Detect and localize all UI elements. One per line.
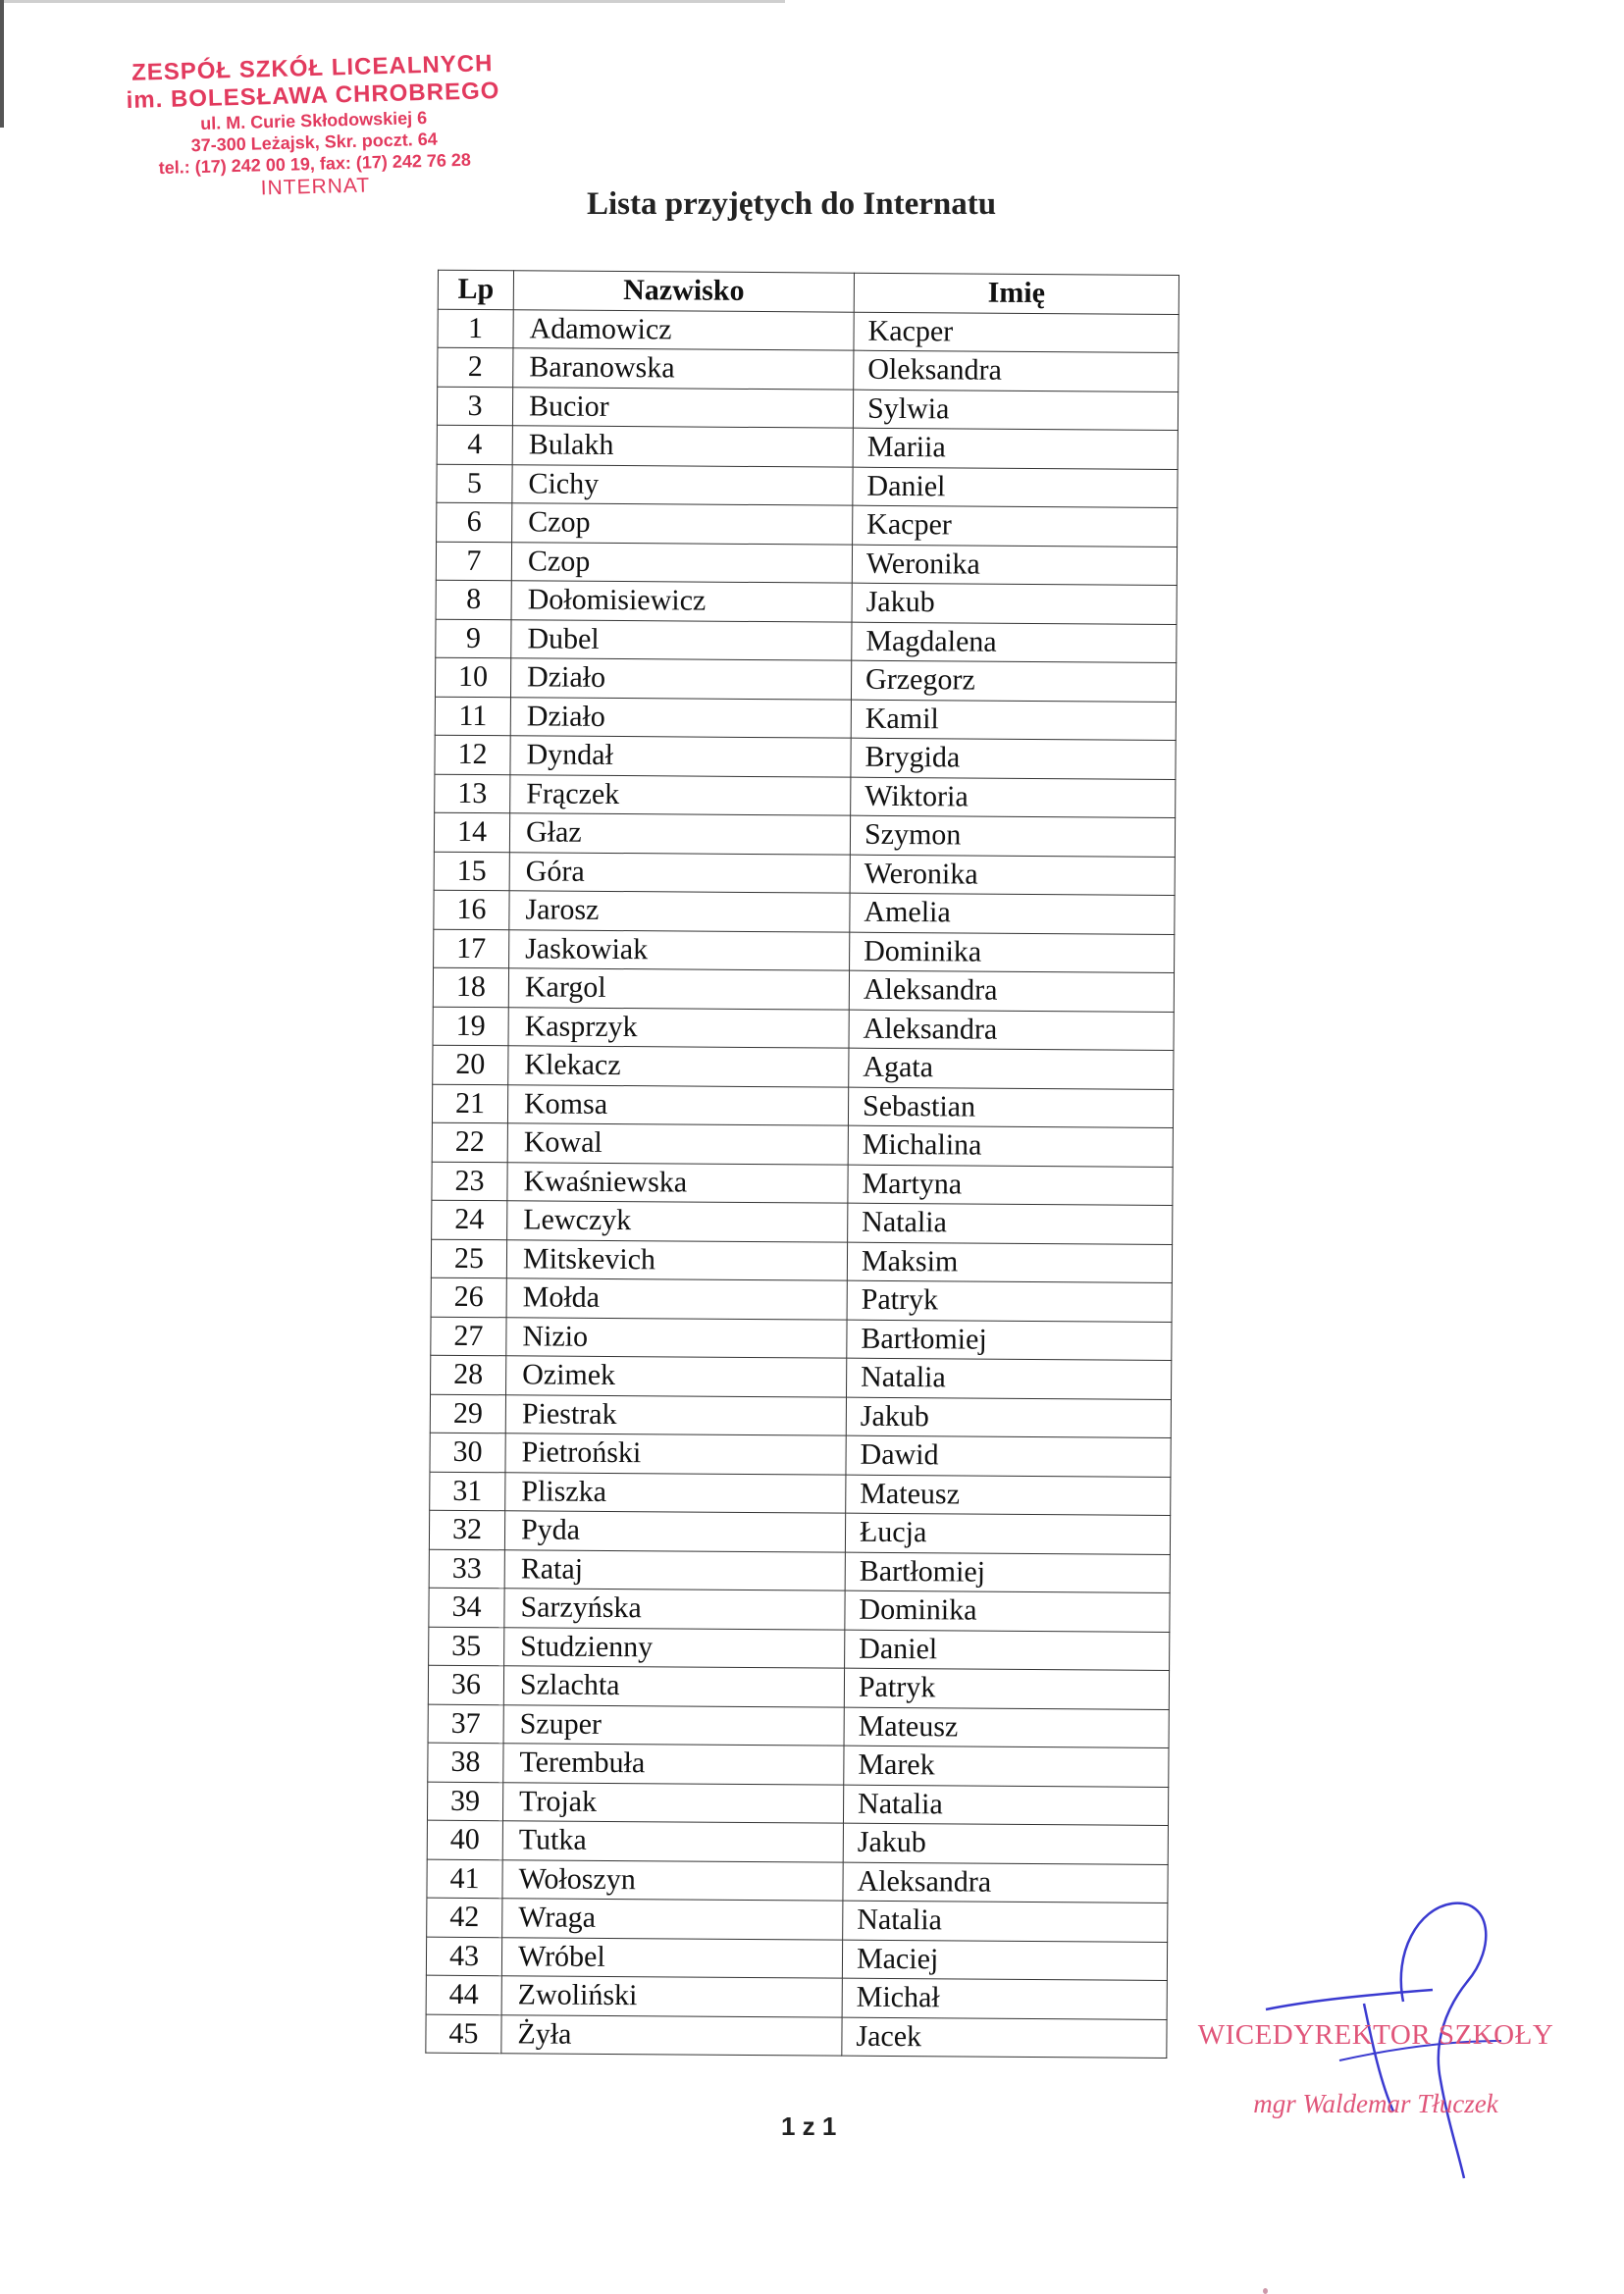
vice-director-role: WICEDYREKTOR SZKOŁY — [1197, 2019, 1554, 2051]
row-surname: Tutka — [502, 1821, 843, 1862]
table-row — [427, 1859, 1168, 1903]
table-row — [434, 929, 1175, 973]
row-surname: Cichy — [512, 464, 853, 505]
row-lp: 43 — [426, 1937, 501, 1976]
row-lp: 45 — [426, 2014, 501, 2054]
row-first-name: Maciej — [842, 1940, 1167, 1981]
row-first-name: Patryk — [847, 1280, 1172, 1322]
row-lp: 24 — [432, 1200, 507, 1239]
row-first-name: Michalina — [848, 1125, 1173, 1167]
row-surname: Frączek — [510, 774, 851, 815]
row-first-name: Amelia — [850, 893, 1175, 934]
row-lp: 40 — [427, 1820, 502, 1859]
row-surname: Trojak — [502, 1782, 843, 1823]
stamp-line-5: tel.: (17) 242 00 19, fax: (17) 242 76 28 — [158, 149, 472, 179]
table-row — [426, 1975, 1167, 2019]
row-lp: 11 — [435, 697, 510, 736]
row-first-name: Grzegorz — [851, 660, 1176, 702]
table-row — [430, 1433, 1171, 1477]
row-surname: Baranowska — [513, 348, 854, 390]
row-first-name: Szymon — [850, 815, 1175, 857]
row-first-name: Mariia — [853, 428, 1178, 469]
row-lp: 14 — [434, 812, 509, 852]
row-surname: Bucior — [512, 387, 853, 428]
row-surname: Dołomisiewicz — [511, 581, 852, 622]
row-first-name: Łucja — [845, 1513, 1170, 1554]
table-row — [435, 774, 1176, 818]
table-row — [433, 1007, 1174, 1051]
row-lp: 6 — [437, 502, 512, 542]
row-lp: 5 — [437, 464, 512, 503]
row-first-name: Aleksandra — [849, 970, 1174, 1012]
row-surname: Wołoszyn — [502, 1859, 843, 1901]
table-row — [427, 1898, 1168, 1942]
row-surname: Pliszka — [505, 1472, 846, 1513]
table-row — [430, 1472, 1171, 1516]
table-row — [431, 1317, 1172, 1361]
row-lp: 34 — [429, 1588, 504, 1627]
row-first-name: Oleksandra — [854, 350, 1179, 391]
table-body — [426, 309, 1179, 2059]
row-first-name: Weronika — [850, 855, 1175, 896]
document-title: Lista przyjętych do Internatu — [587, 186, 997, 222]
row-first-name: Jacek — [842, 2017, 1167, 2059]
row-surname: Lewczyk — [507, 1201, 848, 1242]
table-row — [429, 1588, 1170, 1632]
table-row — [436, 619, 1177, 663]
row-surname: Studzienny — [504, 1627, 845, 1668]
row-first-name: Martyna — [848, 1165, 1173, 1206]
table-row — [436, 542, 1177, 586]
row-first-name: Mateusz — [844, 1707, 1169, 1748]
row-surname: Szlachta — [503, 1666, 844, 1707]
admission-table — [425, 270, 1179, 2059]
row-surname: Jarosz — [509, 891, 850, 932]
row-surname: Rataj — [504, 1549, 845, 1590]
row-lp: 27 — [431, 1317, 506, 1356]
row-lp: 7 — [436, 542, 511, 581]
row-surname: Czop — [511, 542, 852, 583]
table-row — [426, 2014, 1167, 2059]
vice-director-stamp — [1189, 2019, 1562, 2119]
row-first-name: Kacper — [854, 312, 1179, 353]
row-lp: 29 — [430, 1394, 505, 1434]
row-first-name: Sebastian — [848, 1087, 1173, 1128]
row-lp: 32 — [429, 1510, 504, 1549]
row-first-name: Agata — [849, 1048, 1174, 1089]
row-first-name: Michał — [842, 1978, 1167, 2019]
row-lp: 21 — [432, 1084, 507, 1123]
row-surname: Wróbel — [501, 1937, 842, 1978]
row-lp: 26 — [431, 1277, 506, 1317]
row-lp: 44 — [426, 1975, 501, 2014]
table-row — [437, 502, 1178, 547]
row-lp: 25 — [431, 1239, 506, 1278]
row-lp: 15 — [434, 852, 509, 891]
table-row — [431, 1355, 1172, 1399]
scan-edge — [0, 0, 785, 3]
row-first-name: Mateusz — [846, 1475, 1171, 1516]
row-first-name: Aleksandra — [843, 1862, 1168, 1903]
table-row — [438, 309, 1179, 353]
row-surname: Kwaśniewska — [507, 1162, 848, 1203]
row-lp: 19 — [433, 1007, 508, 1046]
row-lp: 36 — [428, 1665, 503, 1704]
table-row — [438, 347, 1179, 391]
stamp-line-6: INTERNAT — [260, 174, 371, 200]
row-lp: 28 — [431, 1355, 506, 1394]
row-lp: 39 — [427, 1782, 502, 1821]
row-first-name: Maksim — [847, 1242, 1172, 1283]
table-row — [432, 1200, 1173, 1244]
table-row — [432, 1122, 1173, 1167]
table-row — [437, 464, 1178, 508]
row-surname: Zwoliński — [501, 1976, 842, 2017]
row-surname: Jaskowiak — [509, 929, 850, 970]
row-surname: Szuper — [503, 1704, 844, 1746]
row-lp: 20 — [433, 1045, 508, 1084]
row-lp: 3 — [437, 387, 512, 426]
row-surname: Klekacz — [508, 1046, 849, 1087]
stamp-line-1: ZESPÓŁ SZKÓŁ LICEALNYCH — [131, 50, 494, 86]
row-first-name: Brygida — [851, 738, 1176, 779]
row-first-name: Daniel — [845, 1630, 1170, 1671]
table-row — [427, 1820, 1168, 1864]
row-first-name: Jakub — [843, 1823, 1168, 1864]
row-surname: Czop — [512, 503, 853, 545]
table-row — [428, 1743, 1169, 1787]
header-lp: Lp — [438, 270, 513, 309]
row-lp: 12 — [435, 735, 510, 774]
row-first-name: Sylwia — [853, 390, 1178, 431]
stamp-line-3: ul. M. Curie Skłodowskiej 6 — [199, 107, 428, 133]
table-row — [427, 1782, 1168, 1826]
row-lp: 42 — [427, 1898, 502, 1937]
table-row — [426, 1937, 1167, 1981]
row-lp: 17 — [434, 929, 509, 968]
row-first-name: Kacper — [853, 505, 1178, 547]
table-row — [434, 890, 1175, 934]
row-lp: 31 — [430, 1472, 505, 1511]
row-lp: 4 — [437, 425, 512, 464]
row-lp: 2 — [438, 347, 513, 387]
row-surname: Dyndał — [510, 736, 851, 777]
header-surname: Nazwisko — [513, 271, 854, 312]
row-surname: Mitskevich — [506, 1239, 847, 1280]
scan-speck — [1263, 2288, 1268, 2294]
row-first-name: Natalia — [847, 1358, 1172, 1399]
row-surname: Żyła — [501, 2014, 842, 2056]
table-row — [433, 967, 1174, 1012]
table-row — [429, 1627, 1170, 1671]
table-row — [431, 1277, 1172, 1322]
row-surname: Kowal — [507, 1123, 848, 1165]
row-surname: Terembuła — [503, 1744, 844, 1785]
table-row — [429, 1510, 1170, 1554]
scan-edge-left — [0, 0, 4, 128]
row-first-name: Dominika — [845, 1590, 1170, 1632]
vice-director-name: mgr Waldemar Tłuczek — [1253, 2089, 1498, 2118]
row-lp: 9 — [436, 619, 511, 658]
row-lp: 35 — [429, 1627, 504, 1666]
row-first-name: Natalia — [843, 1785, 1168, 1826]
row-surname: Kasprzyk — [508, 1007, 849, 1048]
table-row — [434, 812, 1175, 857]
table-row — [434, 852, 1175, 896]
row-lp: 10 — [435, 657, 510, 697]
table-row — [428, 1665, 1169, 1709]
row-first-name: Dawid — [846, 1435, 1171, 1477]
row-first-name: Daniel — [853, 467, 1178, 508]
row-first-name: Jakub — [846, 1397, 1171, 1438]
row-lp: 18 — [433, 967, 508, 1007]
row-surname: Sarzyńska — [504, 1589, 845, 1630]
page-number: 1 z 1 — [781, 2112, 837, 2141]
row-surname: Pyda — [504, 1511, 845, 1552]
row-lp: 30 — [430, 1433, 505, 1472]
row-first-name: Aleksandra — [849, 1010, 1174, 1051]
stamp-line-2: im. BOLESŁAWA CHROBREGO — [126, 77, 500, 114]
row-surname: Piestrak — [505, 1394, 846, 1435]
row-first-name: Marek — [844, 1746, 1169, 1787]
table-row — [429, 1549, 1170, 1593]
row-first-name: Magdalena — [852, 622, 1177, 663]
table-row — [428, 1704, 1169, 1748]
row-lp: 41 — [427, 1859, 502, 1899]
table-header-row — [438, 270, 1179, 314]
row-first-name: Dominika — [850, 932, 1175, 973]
row-surname: Pietroński — [505, 1434, 846, 1475]
row-first-name: Natalia — [848, 1203, 1173, 1244]
table-row — [431, 1239, 1172, 1283]
table-row — [436, 580, 1177, 624]
row-first-name: Bartłomiej — [847, 1320, 1172, 1361]
stamp-line-4: 37-300 Leżajsk, Skr. poczt. 64 — [190, 129, 439, 156]
row-first-name: Weronika — [852, 545, 1177, 586]
row-first-name: Jakub — [852, 583, 1177, 624]
row-surname: Głaz — [509, 813, 850, 855]
row-lp: 8 — [436, 580, 511, 619]
header-first-name: Imię — [854, 273, 1179, 314]
school-stamp — [86, 49, 542, 206]
row-lp: 22 — [432, 1122, 507, 1162]
table-row — [435, 735, 1176, 779]
row-lp: 37 — [428, 1704, 503, 1744]
table-row — [435, 657, 1176, 702]
row-surname: Dubel — [511, 619, 852, 660]
table-row — [432, 1084, 1173, 1128]
row-surname: Komsa — [507, 1084, 848, 1125]
row-surname: Kargol — [508, 968, 849, 1010]
row-surname: Działo — [510, 697, 851, 738]
table-row — [432, 1162, 1173, 1206]
row-surname: Góra — [509, 852, 850, 893]
row-first-name: Patryk — [844, 1668, 1169, 1709]
row-lp: 1 — [438, 309, 513, 348]
row-lp: 13 — [435, 774, 510, 813]
table-row — [437, 425, 1178, 469]
table-row — [430, 1394, 1171, 1438]
row-surname: Ozimek — [506, 1356, 847, 1397]
table-row — [435, 697, 1176, 741]
row-surname: Wraga — [502, 1899, 843, 1940]
row-first-name: Wiktoria — [851, 777, 1176, 818]
row-surname: Nizio — [506, 1317, 847, 1358]
row-first-name: Bartłomiej — [845, 1552, 1170, 1593]
row-surname: Działo — [510, 658, 851, 700]
row-lp: 23 — [432, 1162, 507, 1201]
table-row — [437, 387, 1178, 431]
row-surname: Bulakh — [512, 426, 853, 467]
row-lp: 33 — [429, 1549, 504, 1589]
row-lp: 38 — [428, 1743, 503, 1782]
row-surname: Mołda — [506, 1278, 847, 1320]
table-row — [433, 1045, 1174, 1089]
row-first-name: Kamil — [851, 700, 1176, 741]
row-first-name: Natalia — [843, 1901, 1168, 1942]
row-lp: 16 — [434, 890, 509, 929]
row-surname: Adamowicz — [513, 309, 854, 350]
